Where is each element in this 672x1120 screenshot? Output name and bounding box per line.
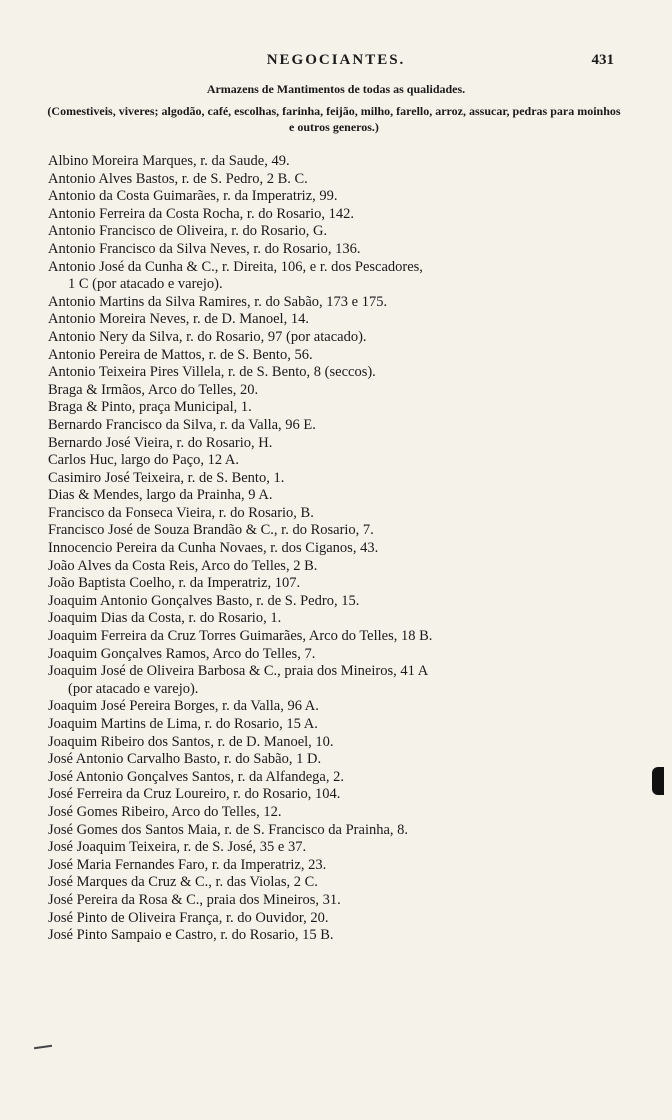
entry-text: José Antonio Carvalho Basto, r. do Sabão, 1 D. [48, 751, 322, 768]
list-item [48, 417, 628, 435]
entry-text: Antonio Pereira de Mattos, r. de S. Bento, 56. [48, 346, 313, 363]
list-item [48, 558, 628, 576]
list-item [48, 646, 628, 664]
list-item [48, 364, 628, 382]
list-item [48, 241, 628, 259]
entry-continuation: 1 C (por atacado e varejo). [68, 276, 223, 293]
entry-text: José Pinto Sampaio e Castro, r. do Rosario, 15 B. [48, 927, 334, 944]
list-item [48, 540, 628, 558]
list-item [48, 153, 628, 171]
list-item [48, 259, 628, 294]
list-item [48, 628, 628, 646]
list-item [48, 399, 628, 417]
list-item [48, 329, 628, 347]
list-item [48, 751, 628, 769]
entry-text: João Alves da Costa Reis, Arco do Telles, 2 B. [48, 557, 318, 574]
entry-text: José Pereira da Rosa & C., praia dos Mineiros, 31. [48, 891, 341, 908]
entry-text: Bernardo José Vieira, r. do Rosario, H. [48, 434, 273, 451]
running-head [0, 52, 672, 74]
entry-text: Antonio Alves Bastos, r. de S. Pedro, 2 B. C. [48, 170, 308, 187]
entry-text: Joaquim Ribeiro dos Santos, r. de D. Manoel, 10. [48, 733, 334, 750]
entry-text: José Joaquim Teixeira, r. de S. José, 35 e 37. [48, 839, 307, 856]
entry-text: Antonio Francisco da Silva Neves, r. do Rosario, 136. [48, 240, 361, 257]
list-item [48, 663, 628, 698]
list-item [48, 223, 628, 241]
list-item [48, 927, 628, 945]
list-item [48, 804, 628, 822]
list-item [48, 575, 628, 593]
list-item [48, 734, 628, 752]
list-item [48, 294, 628, 312]
list-item [48, 206, 628, 224]
list-item [48, 522, 628, 540]
list-item [48, 382, 628, 400]
entry-text: Braga & Irmãos, Arco do Telles, 20. [48, 381, 259, 398]
entry-text: José Marques da Cruz & C., r. das Violas, 2 C. [48, 874, 318, 891]
list-item [48, 910, 628, 928]
entry-text: José Maria Fernandes Faro, r. da Imperatriz, 23. [48, 856, 327, 873]
entry-text: Antonio Francisco de Oliveira, r. do Rosario, G. [48, 223, 328, 240]
entry-text: Casimiro José Teixeira, r. de S. Bento, 1. [48, 469, 285, 486]
list-item [48, 874, 628, 892]
section-heading: Armazens de Mantimentos de todas as qualidades. [206, 82, 466, 96]
list-item [48, 786, 628, 804]
entry-text: Antonio da Costa Guimarães, r. da Imperatriz, 99. [48, 188, 338, 205]
entry-text: Joaquim José Pereira Borges, r. da Valla, 96 A. [48, 698, 319, 715]
list-item [48, 311, 628, 329]
entry-text: Antonio Martins da Silva Ramires, r. do Sabão, 173 e 175. [48, 293, 388, 310]
list-item [48, 188, 628, 206]
entry-text: Antonio Nery da Silva, r. do Rosario, 97 (por atacado). [48, 328, 367, 345]
entry-text: Joaquim Martins de Lima, r. do Rosario, 15 A. [48, 716, 318, 732]
entry-text: Carlos Huc, largo do Paço, 12 A. [48, 452, 240, 469]
entry-text: Joaquim Antonio Gonçalves Basto, r. de S. Pedro, 15. [48, 592, 360, 609]
list-item [48, 347, 628, 365]
entry-continuation: (por atacado e varejo). [68, 680, 199, 697]
list-item [48, 857, 628, 875]
entry-text: Antonio Teixeira Pires Villela, r. de S. Bento, 8 (seccos). [48, 364, 376, 381]
list-item [48, 822, 628, 840]
entry-text: Albino Moreira Marques, r. da Saude, 49. [48, 153, 290, 169]
entry-text: Joaquim José de Oliveira Barbosa & C., praia dos Mineiros, 41 A [48, 663, 429, 680]
entry-text: João Baptista Coelho, r. da Imperatriz, 107. [48, 575, 301, 592]
list-item [48, 892, 628, 910]
entry-text: Antonio Moreira Neves, r. de D. Manoel, 14. [48, 311, 309, 328]
list-item [48, 716, 628, 734]
page-title: NEGOCIANTES. [266, 52, 406, 68]
merchant-list [48, 153, 628, 945]
list-item [48, 171, 628, 189]
list-item [48, 487, 628, 505]
list-item [48, 452, 628, 470]
list-item [48, 435, 628, 453]
entry-text: José Ferreira da Cruz Loureiro, r. do Rosario, 104. [48, 786, 341, 803]
entry-text: Antonio José da Cunha & C., r. Direita, 106, e r. dos Pescadores, [48, 258, 423, 275]
entry-text: José Gomes dos Santos Maia, r. de S. Francisco da Prainha, 8. [48, 821, 409, 838]
list-item [48, 470, 628, 488]
list-item [48, 839, 628, 857]
entry-text: Francisco José de Souza Brandão & C., r. do Rosario, 7. [48, 522, 374, 539]
entry-text: Francisco da Fonseca Vieira, r. do Rosario, B. [48, 504, 314, 521]
entry-text: Joaquim Ferreira da Cruz Torres Guimarães, Arco do Telles, 18 B. [48, 628, 433, 645]
list-item [48, 593, 628, 611]
entry-text: José Antonio Gonçalves Santos, r. da Alfandega, 2. [48, 768, 344, 785]
entry-text: Braga & Pinto, praça Municipal, 1. [48, 399, 252, 416]
section-note: (Comestiveis, viveres; algodão, café, escolhas, farinha, feijão, milho, farello, arroz, assucar, pedras para moinhos e outros generos.) [47, 104, 621, 134]
entry-text: José Pinto de Oliveira França, r. do Ouvidor, 20. [48, 909, 329, 926]
entry-text: Joaquim Dias da Costa, r. do Rosario, 1. [48, 610, 282, 627]
thumb-tab-mark [652, 767, 664, 795]
entry-text: Dias & Mendes, largo da Prainha, 9 A. [48, 487, 273, 504]
entry-text: Bernardo Francisco da Silva, r. da Valla, 96 E. [48, 416, 316, 433]
entry-text: Antonio Ferreira da Costa Rocha, r. do Rosario, 142. [48, 205, 355, 222]
entry-text: José Gomes Ribeiro, Arco do Telles, 12. [48, 803, 282, 820]
entry-text: Innocencio Pereira da Cunha Novaes, r. dos Ciganos, 43. [48, 540, 379, 557]
list-item [48, 769, 628, 787]
list-item [48, 505, 628, 523]
list-item [48, 698, 628, 716]
page-number: 431 [591, 52, 614, 68]
entry-text: Joaquim Gonçalves Ramos, Arco do Telles, 7. [48, 645, 316, 662]
list-item [48, 610, 628, 628]
ink-mark [34, 1045, 52, 1049]
